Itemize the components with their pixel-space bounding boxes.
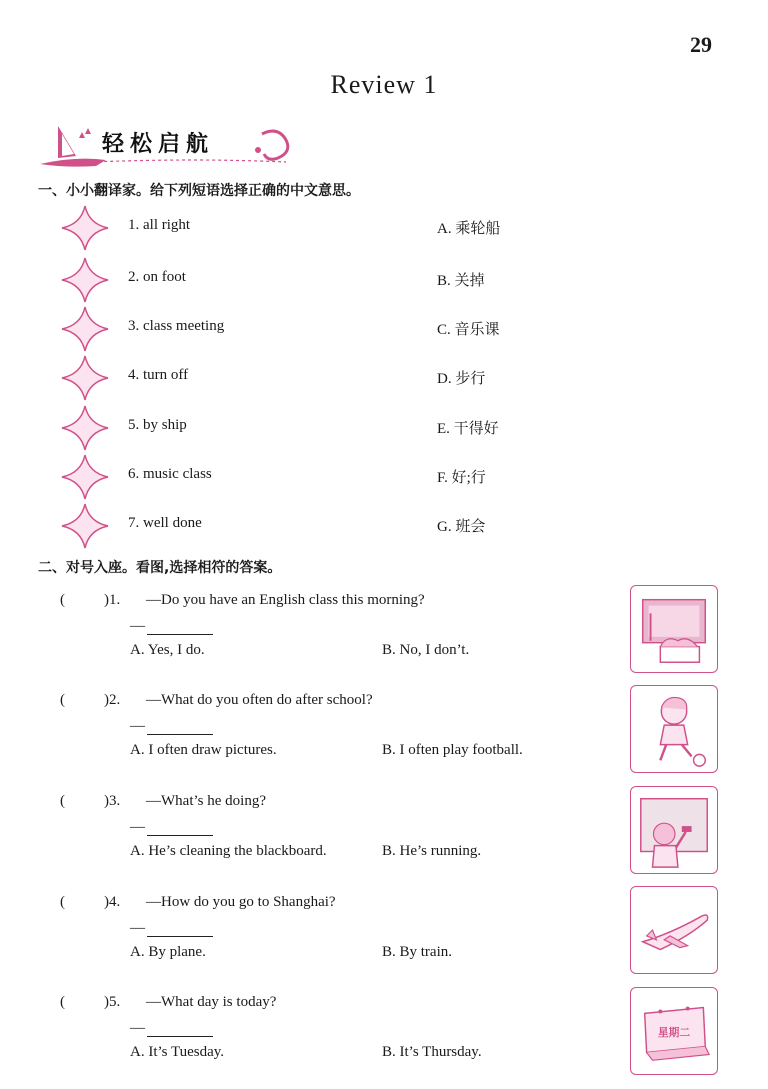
question-text: —Do you have an English class this morning? — [146, 592, 425, 608]
star-icon — [60, 502, 110, 550]
option-a[interactable]: A. I often draw pictures. — [130, 742, 277, 758]
section2-heading: 二、对号入座。看图,选择相符的答案。 — [38, 560, 282, 576]
star-icon — [60, 256, 110, 304]
phrase-4: 4. turn off — [128, 367, 189, 383]
phrase-7: 7. well done — [128, 515, 202, 531]
phrase-5: 5. by ship — [128, 417, 187, 433]
page-number: 29 — [690, 32, 712, 57]
translation-row — [60, 404, 660, 452]
meaning-e: E. 干得好 — [437, 421, 499, 437]
answer-paren[interactable]: ( — [60, 793, 65, 809]
answer-paren[interactable]: ( — [60, 692, 65, 708]
answer-blank[interactable] — [147, 922, 213, 937]
question-text: —What day is today? — [146, 994, 277, 1010]
translation-row — [60, 305, 660, 353]
response-dash: — — [130, 1020, 145, 1036]
phrase-2: 2. on foot — [128, 269, 186, 285]
cleaning-blackboard-picture — [630, 786, 718, 874]
calendar-picture — [630, 987, 718, 1075]
option-a[interactable]: A. He’s cleaning the blackboard. — [130, 843, 327, 859]
response-line — [130, 1020, 213, 1037]
question-text: —How do you go to Shanghai? — [146, 894, 336, 910]
meaning-a: A. 乘轮船 — [437, 221, 501, 237]
question-3 — [60, 793, 620, 888]
option-b[interactable]: B. I often play football. — [382, 742, 523, 758]
option-b[interactable]: B. By train. — [382, 944, 452, 960]
option-a[interactable]: A. Yes, I do. — [130, 642, 205, 658]
question-5 — [60, 994, 620, 1089]
star-icon — [60, 453, 110, 501]
response-dash: — — [130, 920, 145, 936]
question-1 — [60, 592, 620, 687]
football-boy-picture — [630, 685, 718, 773]
meaning-d: D. 步行 — [437, 371, 486, 387]
english-class-picture — [630, 585, 718, 673]
meaning-b: B. 关掉 — [437, 273, 485, 289]
option-a[interactable]: A. It’s Tuesday. — [130, 1044, 225, 1060]
translation-row — [60, 453, 660, 501]
translation-row — [60, 502, 660, 550]
question-2 — [60, 692, 620, 787]
option-b[interactable]: B. It’s Thursday. — [382, 1044, 482, 1060]
question-text: —What’s he doing? — [146, 793, 266, 809]
banner-title: 轻松启航 — [102, 132, 215, 157]
calendar-day-label: 星期二 — [657, 1025, 691, 1039]
phrase-6: 6. music class — [128, 466, 212, 482]
answer-blank[interactable] — [147, 821, 213, 836]
star-icon — [60, 354, 110, 402]
meaning-c: C. 音乐课 — [437, 322, 500, 338]
phrase-3: 3. class meeting — [128, 318, 225, 334]
answer-blank[interactable] — [147, 1022, 213, 1037]
question-4 — [60, 894, 620, 989]
answer-paren[interactable]: ( — [60, 894, 65, 910]
translation-row — [60, 354, 660, 402]
translation-row — [60, 256, 660, 304]
star-icon — [60, 204, 110, 252]
answer-paren[interactable]: ( — [60, 592, 65, 608]
response-line — [130, 618, 213, 635]
meaning-g: G. 班会 — [437, 519, 486, 535]
question-number: )5. — [104, 994, 121, 1010]
section1-heading: 一、小小翻译家。给下列短语选择正确的中文意思。 — [38, 183, 360, 199]
phrase-1: 1. all right — [128, 217, 191, 233]
star-icon — [60, 404, 110, 452]
airplane-picture — [630, 886, 718, 974]
answer-blank[interactable] — [147, 720, 213, 735]
response-line — [130, 819, 213, 836]
response-line — [130, 920, 213, 937]
response-dash: — — [130, 819, 145, 835]
response-line — [130, 718, 213, 735]
answer-paren[interactable]: ( — [60, 994, 65, 1010]
question-text: —What do you often do after school? — [146, 692, 373, 708]
translation-row — [60, 204, 660, 252]
meaning-f: F. 好;行 — [437, 470, 486, 486]
answer-blank[interactable] — [147, 620, 213, 635]
response-dash: — — [130, 718, 145, 734]
page-title: Review 1 — [330, 70, 438, 99]
response-dash: — — [130, 618, 145, 634]
question-number: )4. — [104, 894, 121, 910]
option-b[interactable]: B. No, I don’t. — [382, 642, 470, 658]
star-icon — [60, 305, 110, 353]
option-b[interactable]: B. He’s running. — [382, 843, 482, 859]
question-number: )2. — [104, 692, 121, 708]
question-number: )1. — [104, 592, 121, 608]
section-banner — [36, 120, 306, 170]
question-number: )3. — [104, 793, 121, 809]
option-a[interactable]: A. By plane. — [130, 944, 206, 960]
